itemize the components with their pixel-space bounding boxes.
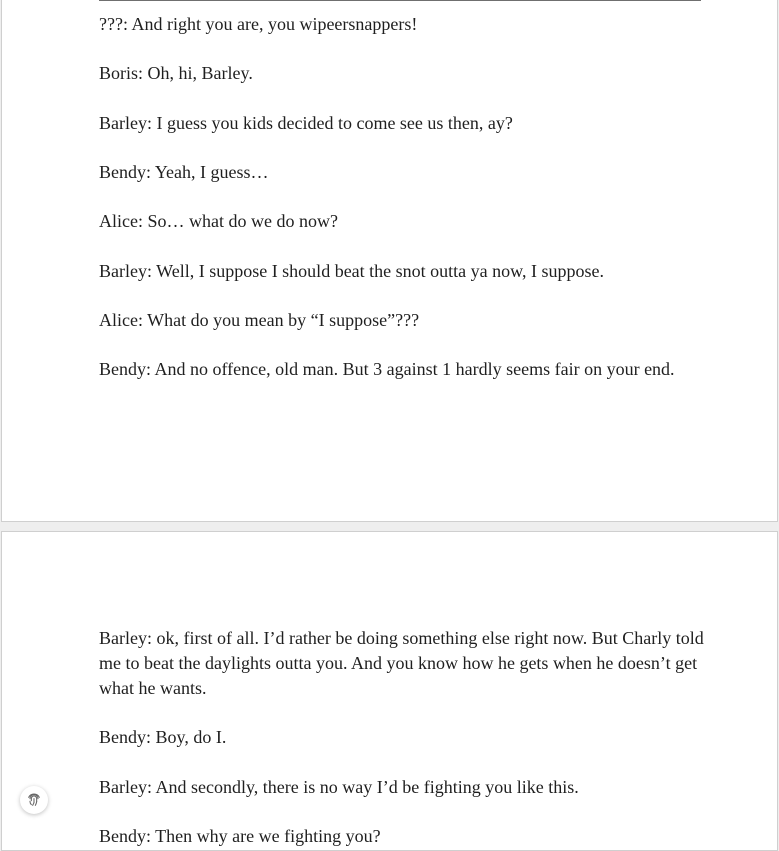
dialogue-line: Bendy: Yeah, I guess… [99, 162, 269, 182]
dialogue-line: Bendy: Then why are we fighting you? [99, 826, 381, 846]
fingerprint-icon [26, 792, 42, 808]
dialogue-line: Boris: Oh, hi, Barley. [99, 63, 253, 83]
dialogue-line: Barley: I guess you kids decided to come see us then, ay? [99, 113, 513, 133]
document-page-2 [1, 531, 778, 851]
document-page-1 [1, 0, 778, 522]
dialogue-line: Barley: And secondly, there is no way I’d be fighting you like this. [99, 777, 579, 797]
dialogue-line: Bendy: Boy, do I. [99, 727, 227, 747]
dialogue-line: ???: And right you are, you wipeersnappers! [99, 14, 418, 34]
dialogue-line: Barley: ok, first of all. I’d rather be doing something else right now. But Charly told me to beat the daylights outta you. And you know how he gets when he doesn’t get what he wants. [99, 628, 704, 698]
dialogue-line: Barley: Well, I suppose I should beat the snot outta ya now, I suppose. [99, 261, 604, 281]
dialogue-line: Alice: So… what do we do now? [99, 211, 338, 231]
dialogue-line: Bendy: And no offence, old man. But 3 against 1 hardly seems fair on your end. [99, 359, 675, 379]
fingerprint-button[interactable] [20, 786, 48, 814]
dialogue-line: Alice: What do you mean by “I suppose”??? [99, 310, 420, 330]
page-top-rule [99, 0, 701, 1]
